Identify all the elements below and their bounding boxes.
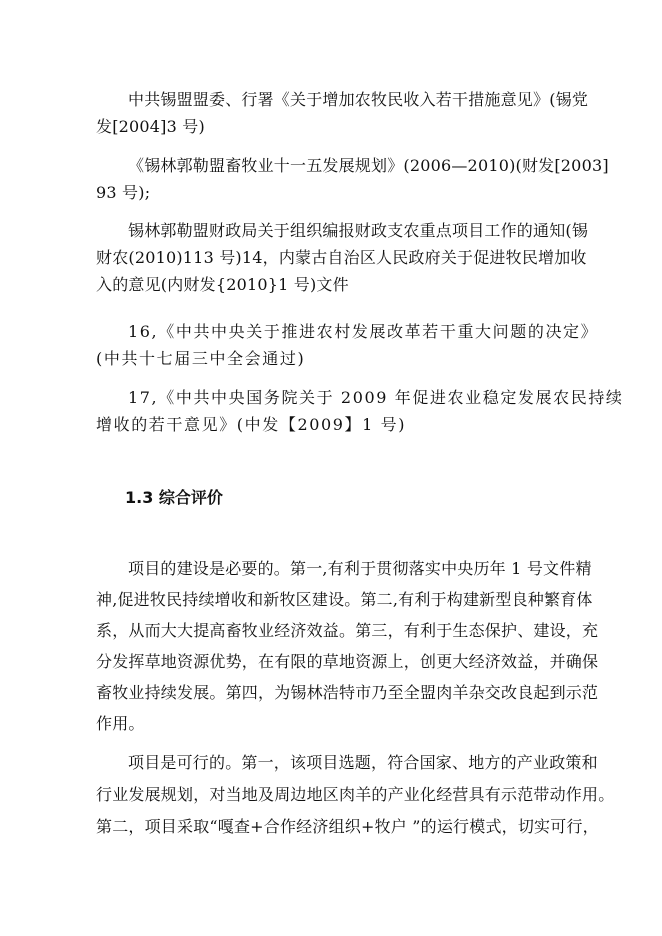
text-line: 神,促进牧民持续增收和新牧区建设。第二,有利于构建新型良种繁育体: [96, 590, 593, 609]
text-line: 93 号);: [96, 183, 151, 202]
text-line: 行业发展规划，对当地及周边地区肉羊的产业化经营具有示范带动作用。: [96, 785, 615, 804]
text-line: 第二，项目采取“嘎查+合作经济组织+牧户 ”的运行模式，切实可行，: [96, 817, 599, 836]
text-line: 17,《中共中央国务院关于 2009 年促进农业稳定发展农民持续: [128, 388, 624, 407]
reference-item: [96, 152, 609, 206]
text-line: 中共锡盟盟委、行署《关于增加农牧民收入若干措施意见》(锡党: [128, 90, 589, 109]
reference-item: [96, 318, 599, 372]
text-line: 入的意见(内财发{2010}1 号)文件: [96, 275, 349, 294]
reference-item: [96, 86, 590, 140]
text-line: 增收的若干意见》(中发【2009】1 号): [96, 415, 407, 434]
section-heading: 1.3 综合评价: [125, 488, 223, 507]
text-line: 作用。: [96, 714, 145, 733]
text-line: 财农(2010)113 号)14，内蒙古自治区人民政府关于促进牧民增加收: [96, 248, 587, 267]
reference-item: [96, 217, 590, 298]
text-line: (中共十七届三中全会通过): [96, 349, 306, 368]
text-line: 16,《中共中央关于推进农村发展改革若干重大问题的决定》: [128, 322, 599, 341]
text-line: 项目是可行的。第一，该项目选题，符合国家、地方的产业政策和: [128, 753, 598, 772]
text-line: 锡林郭勒盟财政局关于组织编报财政支农重点项目工作的通知(锡: [128, 221, 589, 240]
body-paragraph: [96, 553, 599, 739]
text-line: 《锡林郭勒盟畜牧业十一五发展规划》(2006—2010)(财发[2003]: [128, 156, 609, 175]
body-paragraph: [96, 747, 615, 843]
text-line: 畜牧业持续发展。第四，为锡林浩特市乃至全盟肉羊杂交改良起到示范: [96, 683, 599, 702]
text-line: 发[2004]3 号): [96, 117, 205, 136]
text-line: 分发挥草地资源优势，在有限的草地资源上，创更大经济效益，并确保: [96, 652, 599, 671]
text-line: 系，从而大大提高畜牧业经济效益。第三，有利于生态保护、建设，充: [96, 621, 599, 640]
reference-item: [96, 384, 624, 438]
text-line: 项目的建设是必要的。第一,有利于贯彻落实中央历年 1 号文件精: [128, 559, 592, 578]
